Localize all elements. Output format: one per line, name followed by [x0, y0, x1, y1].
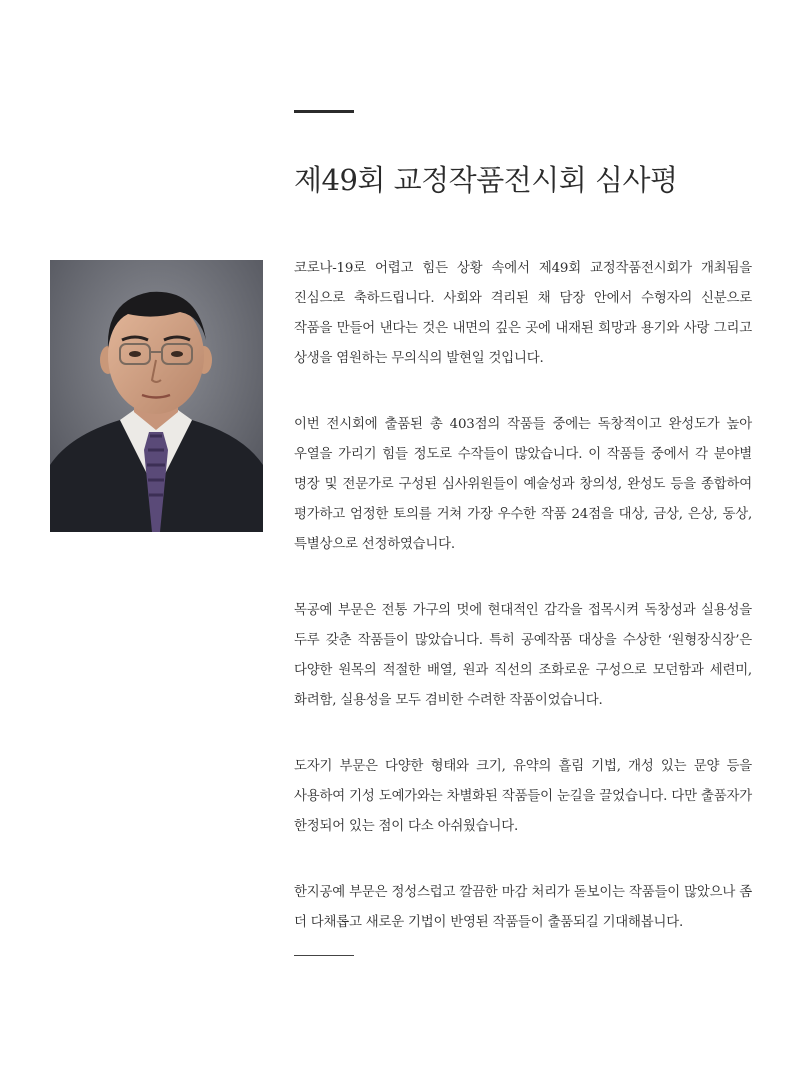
title-top-rule [294, 110, 354, 113]
paragraph: 목공예 부문은 전통 가구의 멋에 현대적인 감각을 접목시켜 독창성과 실용성을 두루 갖춘 작품들이 많았습니다. 특히 공예작품 대상을 수상한 ‘원형장식장’은 다양한 원목의 적절한 배열, 원과 직선의 조화로운 구성으로 모던함과 세련미, 화려함, 실용성을 모두 겸비한 수려한 작품이었습니다. [294, 603, 752, 708]
bottom-rule [294, 955, 354, 956]
paragraph: 한지공예 부문은 정성스럽고 깔끔한 마감 처리가 돋보이는 작품들이 많았으나 좀 더 다채롭고 새로운 기법이 반영된 작품들이 출품되길 기대해봅니다. [294, 885, 752, 930]
portrait-photo [50, 260, 263, 532]
paragraph: 도자기 부문은 다양한 형태와 크기, 유약의 흘림 기법, 개성 있는 문양 등을 사용하여 기성 도예가와는 차별화된 작품들이 눈길을 끌었습니다. 다만 출품자가 한정되어 있는 점이 다소 아쉬웠습니다. [294, 759, 752, 834]
page-title: 제49회 교정작품전시회 심사평 [294, 163, 678, 197]
paragraph: 코로나-19로 어렵고 힘든 상황 속에서 제49회 교정작품전시회가 개최됨을 진심으로 축하드립니다. 사회와 격리된 채 담장 안에서 수형자의 신분으로 작품을 만들어 낸다는 것은 내면의 깊은 곳에 내재된 희망과 용기와 사랑 그리고 상생을 염원하는 무의식의 발현일 것입니다. [294, 261, 752, 366]
article-body [294, 254, 752, 974]
paragraph: 이번 전시회에 출품된 총 403점의 작품들 중에는 독창적이고 완성도가 높아 우열을 가리기 힘들 정도로 수작들이 많았습니다. 이 작품들 중에서 각 분야별 명장 및 전문가로 구성된 심사위원들이 예술성과 창의성, 완성도 등을 종합하여 평가하고 엄정한 토의를 거쳐 가장 우수한 작품 24점을 대상, 금상, 은상, 동상, 특별상으로 선정하였습니다. [294, 417, 752, 552]
